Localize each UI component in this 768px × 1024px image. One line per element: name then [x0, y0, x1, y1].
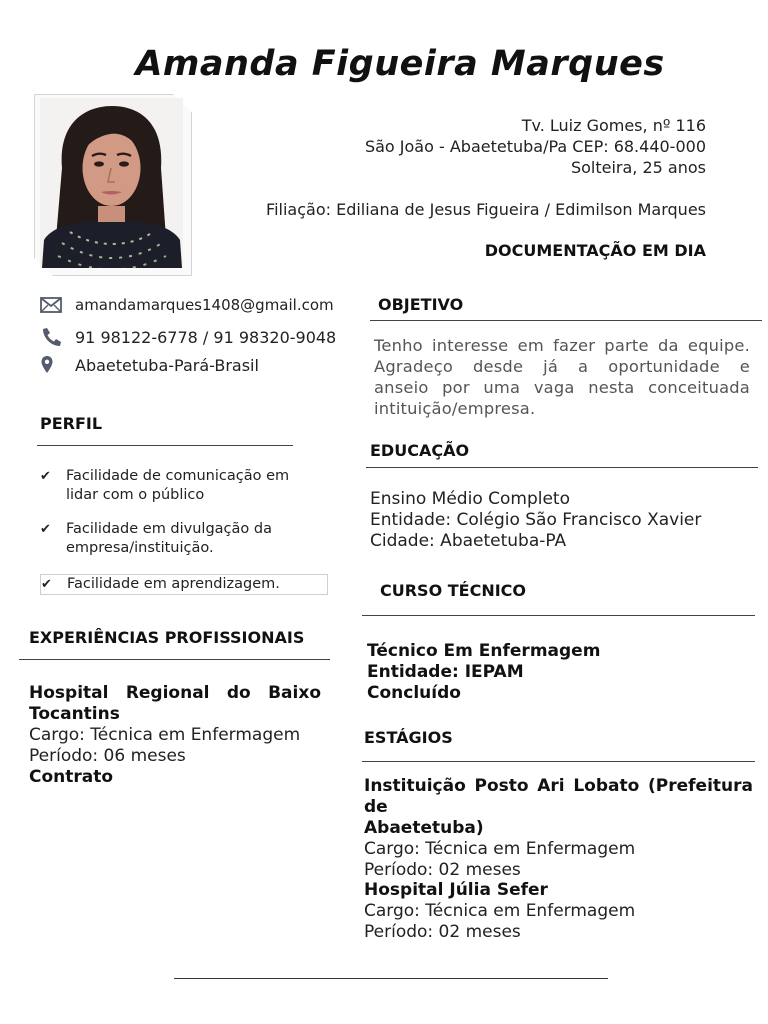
- profile-photo: [40, 98, 183, 268]
- educacao-divider: [366, 467, 758, 468]
- contact-email[interactable]: amandamarques1408@gmail.com: [75, 296, 334, 314]
- objetivo-line: anseio por uma vaga nesta conceituada: [374, 378, 750, 397]
- portrait-image: [40, 98, 183, 268]
- internship-place-cont: Abaetetuba): [364, 818, 484, 838]
- candidate-name: Amanda Figueira Marques: [135, 44, 665, 84]
- experience-tipo: Contrato: [29, 767, 114, 787]
- contact-email-row: [40, 294, 334, 316]
- objetivo-line: Agradeço desde já a oportunidade e: [374, 357, 750, 376]
- estagios-divider: [362, 761, 755, 762]
- internship-periodo: Período: 02 meses: [364, 860, 521, 880]
- contact-location-row: [40, 354, 259, 376]
- perfil-item: [40, 467, 330, 505]
- perfil-title: PERFIL: [40, 414, 103, 433]
- curso-name: Técnico Em Enfermagem: [367, 641, 601, 661]
- perfil-item: [40, 574, 328, 595]
- education-entity: Entidade: Colégio São Francisco Xavier: [370, 510, 702, 530]
- objetivo-title: OBJETIVO: [378, 295, 464, 314]
- internship-entry: [364, 776, 753, 881]
- perfil-item-line: Facilidade em divulgação da: [66, 521, 272, 537]
- map-pin-icon: [40, 354, 66, 376]
- address-line-1: Tv. Luiz Gomes, nº 116: [521, 116, 706, 135]
- checkmark-icon: ✔: [41, 577, 52, 592]
- perfil-item-line: Facilidade em aprendizagem.: [67, 576, 280, 592]
- internship-entry: [364, 880, 753, 943]
- contact-phone[interactable]: 91 98122-6778 / 91 98320-9048: [75, 327, 337, 347]
- envelope-icon: [40, 294, 66, 316]
- internship-place: Instituição Posto Ari Lobato (Prefeitura de: [364, 776, 753, 817]
- internship-cargo: Cargo: Técnica em Enfermagem: [364, 901, 636, 921]
- curso-status: Concluído: [367, 683, 461, 703]
- experience-cargo: Cargo: Técnica em Enfermagem: [29, 725, 301, 745]
- checkmark-icon: ✔: [40, 522, 51, 537]
- education-entry: [370, 489, 760, 552]
- phone-icon: [40, 326, 66, 348]
- civil-status: Solteira, 25 anos: [570, 158, 706, 177]
- experiencias-divider: [19, 659, 330, 660]
- perfil-divider: [37, 445, 293, 446]
- educacao-title: EDUCAÇÃO: [370, 441, 470, 460]
- perfil-item-line: lidar com o público: [66, 487, 205, 503]
- perfil-item: [40, 520, 330, 558]
- curso-tecnico-entry: [367, 641, 747, 704]
- curso-tecnico-title: CURSO TÉCNICO: [380, 581, 527, 600]
- perfil-item-line: Facilidade de comunicação em: [66, 468, 290, 484]
- contact-location: Abaetetuba-Pará-Brasil: [75, 355, 259, 375]
- contact-phone-row: [40, 326, 336, 348]
- curso-tecnico-divider: [362, 615, 755, 616]
- signature-line: [174, 978, 608, 979]
- documentation-status: DOCUMENTAÇÃO EM DIA: [484, 241, 706, 260]
- internship-place: Hospital Júlia Sefer: [364, 880, 548, 900]
- education-city: Cidade: Abaetetuba-PA: [370, 531, 567, 551]
- checkmark-icon: ✔: [40, 469, 51, 484]
- experiencias-title: EXPERIÊNCIAS PROFISSIONAIS: [29, 628, 305, 647]
- estagios-title: ESTÁGIOS: [364, 728, 453, 747]
- curso-entity: Entidade: IEPAM: [367, 662, 524, 682]
- objetivo-text: [374, 335, 750, 419]
- experience-place: Hospital Regional do Baixo: [29, 683, 321, 703]
- education-level: Ensino Médio Completo: [370, 489, 570, 509]
- objetivo-line: Tenho interesse em fazer parte da equipe.: [374, 336, 750, 355]
- experience-place-cont: Tocantins: [29, 704, 120, 724]
- perfil-item-line: empresa/instituição.: [66, 540, 214, 556]
- experience-periodo: Período: 06 meses: [29, 746, 186, 766]
- internship-periodo: Período: 02 meses: [364, 922, 521, 942]
- address-line-2: São João - Abaetetuba/Pa CEP: 68.440-000: [364, 137, 706, 156]
- objetivo-line: intituição/empresa.: [374, 399, 536, 418]
- experience-entry: [29, 683, 321, 788]
- objetivo-divider: [370, 320, 762, 321]
- filiation: Filiação: Ediliana de Jesus Figueira / Edimilson Marques: [266, 200, 706, 219]
- internship-cargo: Cargo: Técnica em Enfermagem: [364, 839, 636, 859]
